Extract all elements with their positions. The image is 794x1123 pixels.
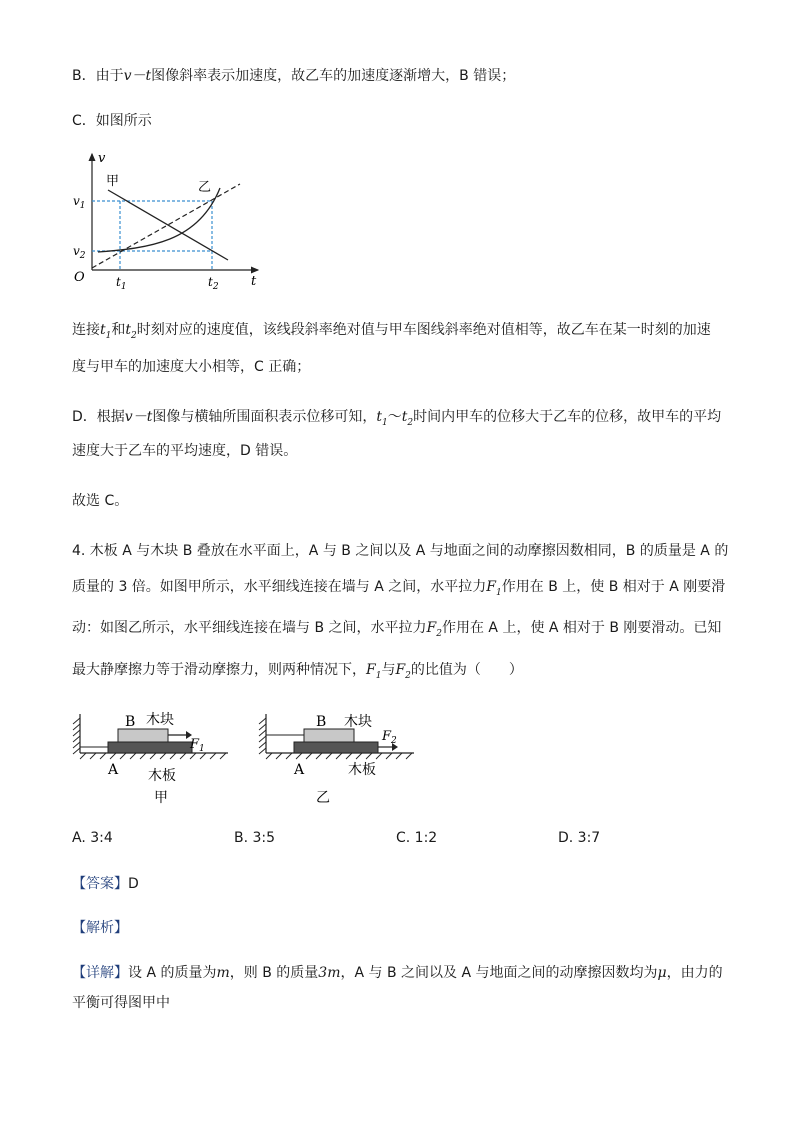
label-block: 木块 bbox=[344, 714, 372, 730]
detail-tag: 【详解】 bbox=[72, 965, 128, 981]
block-b bbox=[304, 729, 354, 742]
option-b: B. 3:5 bbox=[234, 830, 276, 846]
block-b bbox=[118, 729, 168, 742]
question4-line1: 4. 木板 A 与木块 B 叠放在水平面上，A 与 B 之间以及 A 与地面之间的动摩擦因数相同，B 的质量是 A 的 bbox=[72, 543, 729, 559]
v-axis-label: v bbox=[98, 151, 106, 166]
board-a bbox=[108, 742, 192, 753]
option-b-explanation bbox=[72, 66, 515, 86]
caption-jia: 甲 bbox=[154, 790, 168, 806]
label-block: 木块 bbox=[146, 712, 174, 728]
label-board: 木板 bbox=[348, 762, 376, 778]
option-c: C. 1:2 bbox=[396, 830, 438, 846]
vt-graph bbox=[68, 148, 268, 293]
caption-yi: 乙 bbox=[316, 790, 330, 806]
jia-label: 甲 bbox=[106, 174, 120, 189]
option-d-line2: 速度大于乙车的平均速度，D 错误。 bbox=[72, 443, 298, 459]
label-b: B bbox=[125, 714, 136, 730]
answer-tag: 【答案】 bbox=[72, 876, 128, 892]
figure-yi bbox=[254, 708, 419, 813]
t-axis-label: t bbox=[251, 274, 257, 289]
option-a: A. 3:4 bbox=[72, 830, 113, 846]
detail-line2: 平衡可得图甲中 bbox=[72, 995, 170, 1011]
label-b: B bbox=[316, 714, 327, 730]
answer-line bbox=[72, 874, 139, 894]
figure-jia bbox=[68, 708, 233, 813]
dashed-guides bbox=[92, 201, 212, 270]
label-f2: $F_2$ bbox=[382, 729, 397, 746]
answer-value: D bbox=[128, 876, 139, 892]
text: 图像斜率表示加速度，故乙车的加速度逐渐增大，B 错误； bbox=[151, 68, 516, 84]
t1-label: $t_1$ bbox=[116, 275, 127, 292]
option-d-line1: D．根据v－t图像与横轴所围面积表示位移可知，$t_1\sim t_2$时间内甲车的位移大于乙车的位移，故甲车的平均 bbox=[72, 409, 722, 428]
question4-line3: 动：如图乙所示，水平细线连接在墙与 B 之间，水平拉力$F_2$作用在 A 上，使 A 相对于 B 刚要滑动。已知 bbox=[72, 620, 722, 639]
question4-line2: 质量的 3 倍。如图甲所示，水平细线连接在墙与 A 之间，水平拉力$F_1$作用在 B 上，使 B 相对于 A 刚要滑 bbox=[72, 579, 726, 598]
board-a bbox=[294, 742, 378, 753]
detail-line1: 【详解】设 A 的质量为m，则 B 的质量3m，A 与 B 之间以及 A 与地面之间的动摩擦因数均为μ，由力的 bbox=[72, 965, 723, 981]
option-c-line1: 连接$t_1$和$t_2$时刻对应的速度值，该线段斜率绝对值与甲车图线斜率绝对值相等，故乙车在某一时刻的加速 bbox=[72, 322, 711, 341]
option-c-line2: 度与甲车的加速度大小相等，C 正确； bbox=[72, 359, 311, 375]
choose-answer: 故选 C。 bbox=[72, 493, 129, 509]
slope-dashed-line bbox=[92, 184, 240, 268]
v1-label: $v_1$ bbox=[73, 194, 86, 211]
analysis-line bbox=[72, 918, 128, 938]
analysis-tag: 【解析】 bbox=[72, 920, 128, 936]
question4-line4: 最大静摩擦力等于滑动摩擦力，则两种情况下，$F_1$与$F_2$的比值为（ ） bbox=[72, 662, 523, 681]
label-a: A bbox=[294, 762, 305, 778]
v2-label: $v_2$ bbox=[73, 244, 86, 261]
yi-label: 乙 bbox=[198, 180, 212, 195]
text: B．由于 bbox=[72, 68, 124, 84]
label-f1: $F_1$ bbox=[190, 737, 205, 754]
vt-symbol: v－t bbox=[123, 68, 152, 84]
label-a: A bbox=[108, 762, 119, 778]
option-c-intro: C．如图所示 bbox=[72, 113, 152, 129]
option-d: D. 3:7 bbox=[558, 830, 601, 846]
label-board: 木板 bbox=[148, 768, 176, 784]
origin-label: O bbox=[74, 270, 85, 285]
t2-label: $t_2$ bbox=[208, 275, 219, 292]
